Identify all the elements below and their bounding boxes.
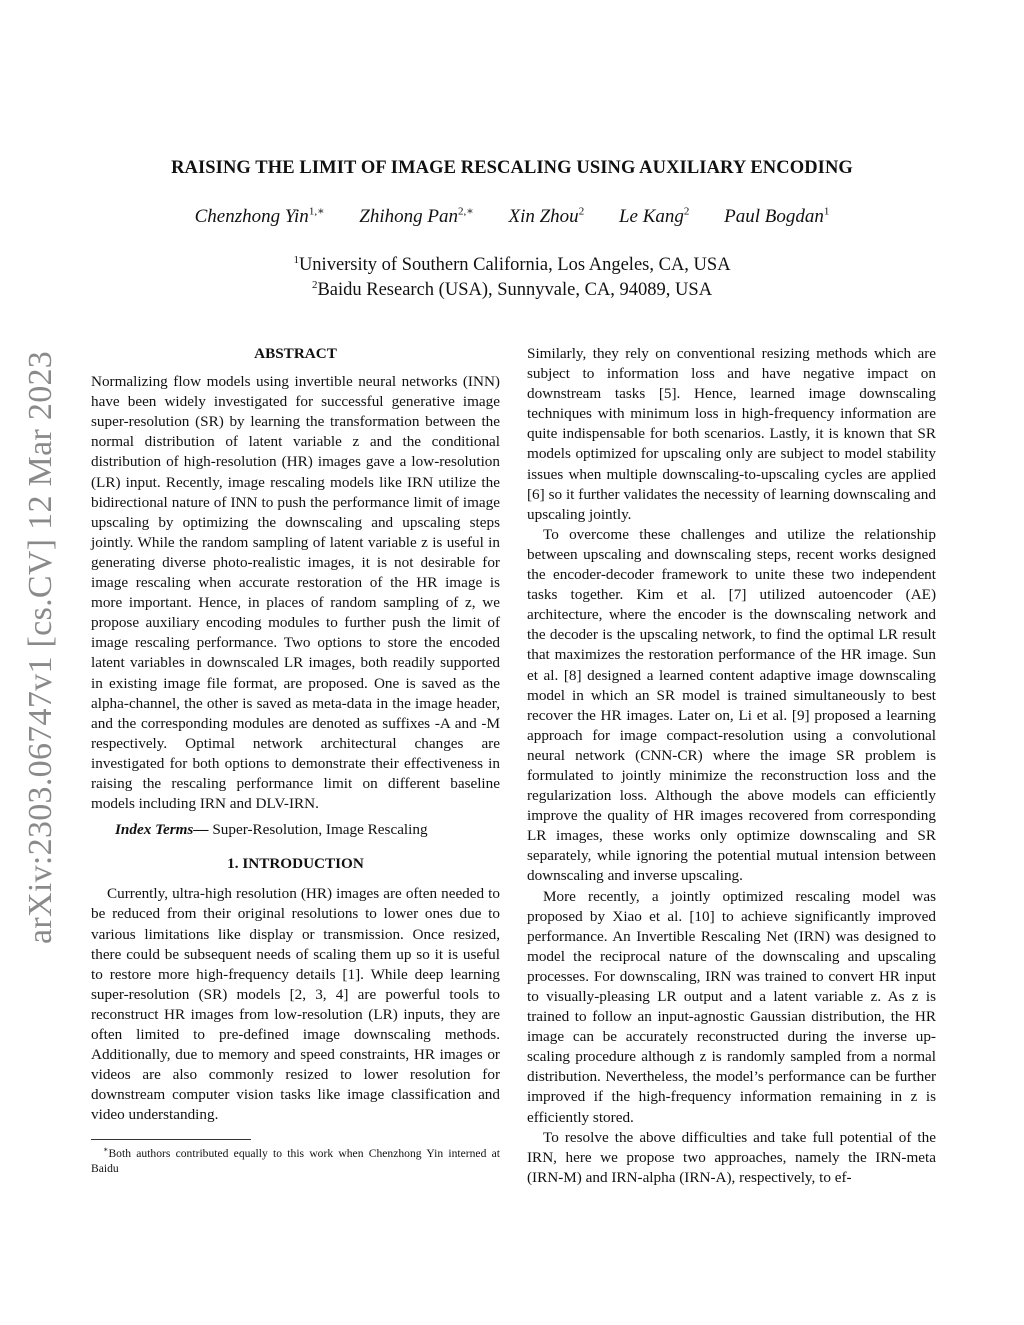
affiliation-mark: 1 <box>293 253 299 266</box>
author <box>359 206 473 228</box>
author <box>508 206 584 228</box>
author-name: Zhihong Pan <box>359 206 458 227</box>
left-column <box>91 344 500 1176</box>
footnote-mark: ∗ <box>103 1145 109 1155</box>
author-affil-mark: 2,∗ <box>458 205 474 218</box>
affiliations <box>0 253 1024 303</box>
author <box>724 206 829 228</box>
author <box>195 206 325 228</box>
author-affil-mark: 2 <box>683 205 690 218</box>
right-column <box>527 344 936 1188</box>
author-affil-mark: 2 <box>578 205 585 218</box>
author-name: Xin Zhou <box>508 206 579 227</box>
footnote <box>91 1146 500 1176</box>
abstract-heading: ABSTRACT <box>254 345 337 362</box>
affiliation-text: University of Southern California, Los Angeles, CA, USA <box>298 255 731 275</box>
intro-heading: 1. INTRODUCTION <box>227 855 364 873</box>
index-terms-text: Super-Resolution, Image Rescaling <box>212 821 428 839</box>
author-list <box>0 206 1024 228</box>
abstract-text: Normalizing flow models using invertible neural networks (INN) have been widely investigated for successful generative image super-resolution (SR) by learning the transformation between the normal distribution of latent variable z and the conditional distribution of high-resolution (HR) images gave a low-resolution (LR) input. Recently, image rescaling models like IRN utilize the bidirectional nature of INN to push the performance limit of image upscaling by optimizing the downscaling and upscaling steps jointly. While the random sampling of latent variable z is useful in generating diverse photo-realistic images, it is not desirable for image rescaling when accurate restoration of the HR image is more important. Hence, in places of random sampling of z, we propose auxiliary encoding modules to further push the limit of image rescaling performance. Two options to store the encoded latent variables in downscaled LR images, both readily supported in existing image file format, are proposed. One is saved as the alpha-channel, the other is saved as meta-data in the image header, and the corresponding modules are denoted as suffixes -A and -M respectively. Optimal network architectural changes are investigated for both options to demonstrate their effectiveness in raising the rescaling performance limit on different baseline models including IRN and DLV-IRN. <box>91 373 500 813</box>
author-name: Le Kang <box>618 206 684 227</box>
author-affil-mark: 1 <box>823 205 830 218</box>
intro-paragraph-2: Similarly, they rely on conventional resizing methods which are subject to information loss and have negative impact on downstream tasks [5]. Hence, learned image downscaling techniques with minimum loss in high-frequency information are quite indispensable for both scenarios. Lastly, it is known that SR models optimized for upscaling only are subject to model stability issues when multiple downscaling-to-upscaling cycles are applied [6] so it further validates the necessity of learning downscaling and upscaling jointly. <box>527 345 936 523</box>
arxiv-identifier: arXiv:2303.06747v1 [cs.CV] 12 Mar 2023 <box>22 350 59 944</box>
footnote-text: Both authors contributed equally to this work when Chenzhong Yin interned at Baidu <box>91 1147 500 1176</box>
intro-paragraph-3: To overcome these challenges and utilize the relationship between upscaling and downscaling steps, recent works designed the encoder-decoder framework to unite these two independent tasks together. Kim et al. [7] utilized autoencoder (AE) architecture, where the encoder is the downscaling network and the decoder is the upscaling network, to find the optimal LR result that maximizes the restoration performance of the HR image. Sun et al. [8] designed a learned content adaptive image downscaling model in which an SR model is trained simultaneously to best recover the HR images. Later on, Li et al. [9] proposed a learning approach for image compact-resolution using a convolutional neural network (CNN-CR) where the image SR problem is formulated to jointly minimize the reconstruction loss and the regularization loss. Although the above models can efficiently improve the quality of HR images recovered from corresponding LR images, these works only optimize downscaling and SR separately, while ignoring the potential mutual intension between downscaling and inverse upscaling. <box>527 525 936 885</box>
footnote-divider <box>91 1139 251 1140</box>
index-terms <box>91 820 500 840</box>
affiliation-mark: 2 <box>311 278 318 291</box>
affiliation <box>0 278 1024 303</box>
author <box>619 206 689 228</box>
author-name: Chenzhong Yin <box>194 206 309 227</box>
index-terms-label: Index Terms— <box>115 821 209 839</box>
paper-title: RAISING THE LIMIT OF IMAGE RESCALING USING AUXILIARY ENCODING <box>171 158 853 178</box>
intro-paragraph-4: More recently, a jointly optimized rescaling model was proposed by Xiao et al. [10] to achieve significantly improved performance. An Invertible Rescaling Net (IRN) was designed to model the reciprocal nature of the downscaling and upscaling processes. For downscaling, IRN was trained to convert HR input to visually-pleasing LR output and a latent variable z. As z is trained to follow an input-agnostic Gaussian distribution, the HR image can be accurately reconstructed during the inverse up-scaling procedure although z is randomly sampled from a normal distribution. Nevertheless, the model’s performance can be further improved if the high-frequency information remaining in z is efficiently stored. <box>527 887 936 1126</box>
affiliation-text: Baidu Research (USA), Sunnyvale, CA, 94089, USA <box>317 280 713 300</box>
author-name: Paul Bogdan <box>724 206 824 227</box>
intro-paragraph-5: To resolve the above difficulties and take full potential of the IRN, here we propose two approaches, namely the IRN-meta (IRN-M) and IRN-alpha (IRN-A), respectively, to ef- <box>527 1128 936 1186</box>
author-affil-mark: 1,∗ <box>308 205 325 218</box>
intro-paragraph-1: Currently, ultra-high resolution (HR) images are often needed to be reduced from their original resolutions to lower ones due to various limitations like display or transmission. Once resized, there could be subsequent needs of scaling them up so it is useful to restore more high-frequency details [1]. While deep learning super-resolution (SR) models [2, 3, 4] are powerful tools to reconstruct HR images from low-resolution (LR) inputs, they are often limited to pre-defined image downscaling methods. Additionally, due to memory and speed constraints, HR images or videos are also commonly resized to lower resolution for downstream computer vision tasks like image classification and video understanding. <box>91 885 500 1124</box>
affiliation <box>0 253 1024 278</box>
